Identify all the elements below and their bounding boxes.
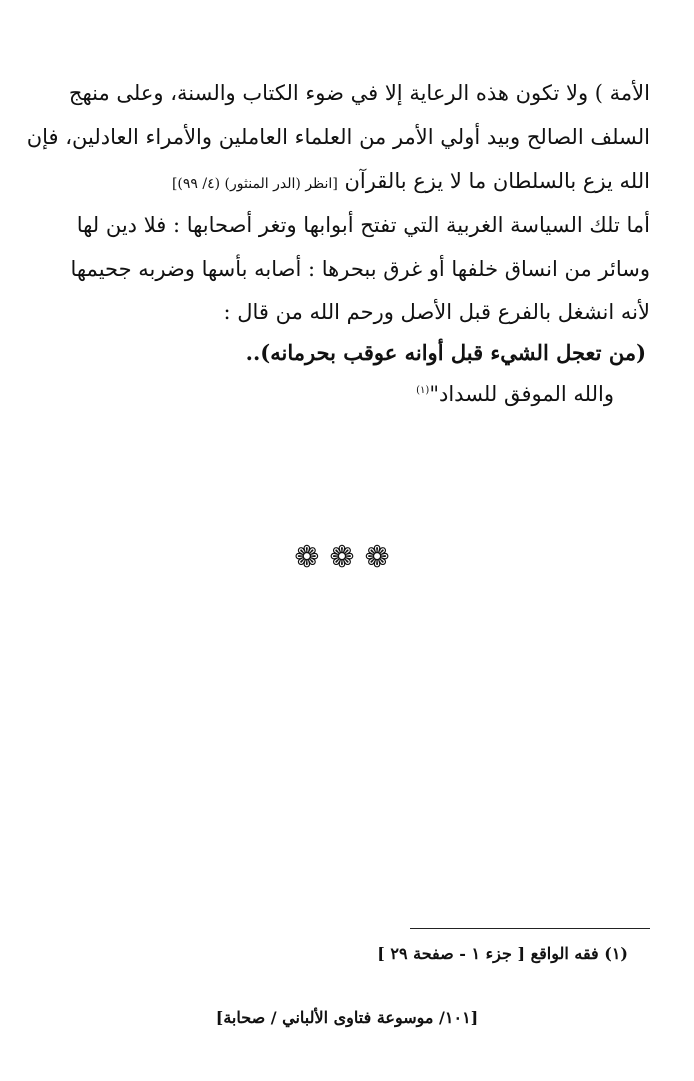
body-line-3-text: الله يزع بالسلطان ما لا يزع بالقرآن (344, 169, 650, 193)
citation: [انظر (الدر المنثور) (٤/ ٩٩)] (171, 176, 338, 192)
footnote-separator (410, 928, 650, 929)
body-line-2: السلف الصالح وبيد أولي الأمر من العلماء العاملين والأمراء العادلين، فإن (26, 125, 650, 149)
body-line-5: وسائر من انساق خلفها أو غرق ببحرها : أصابه بأسها وضربه جحيمها (70, 257, 650, 281)
flower-ornament-icon: ❁❁❁ (294, 540, 400, 575)
body-line-4: أما تلك السياسة الغربية التي تفتح أبوابها وتغر أصحابها : فلا دين لها (76, 213, 650, 237)
body-line-6: لأنه انشغل بالفرع قبل الأصل ورحم الله من قال : (223, 300, 650, 324)
page-footer: [١٠١/ موسوعة فتاوى الألباني / صحابة] (215, 1008, 479, 1027)
quote-line: (من تعجل الشيء قبل أوانه عوقب بحرمانه).. (245, 340, 646, 365)
closing-text: والله الموفق للسداد" (429, 382, 614, 406)
body-line-1: الأمة ) ولا تكون هذه الرعاية إلا في ضوء الكتاب والسنة، وعلى منهج (68, 81, 650, 105)
section-divider-ornaments (0, 540, 694, 575)
footnote-marker: (١) (416, 385, 430, 396)
closing-line (416, 376, 614, 409)
footnote-text: (١) فقه الواقع [ جزء ١ - صفحة ٢٩ ] (377, 944, 628, 963)
body-line-3 (172, 166, 650, 199)
